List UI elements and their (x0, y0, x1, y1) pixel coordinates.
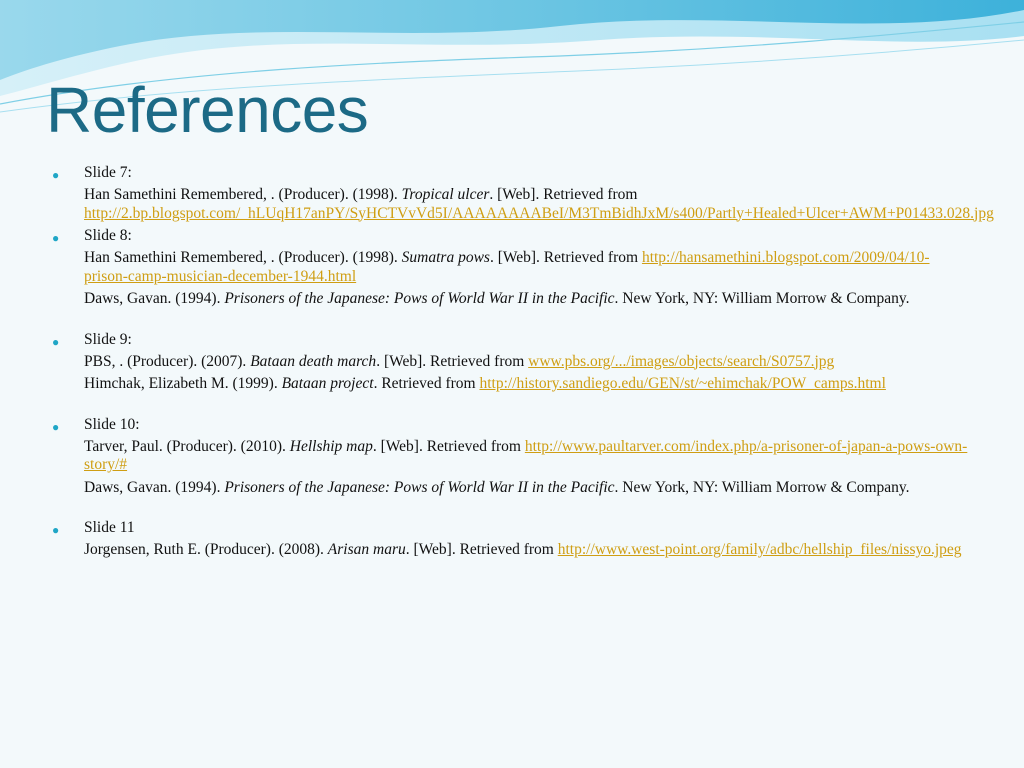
reference-link[interactable]: http://history.sandiego.edu/GEN/st/~ehimchak/POW_camps.html (479, 375, 886, 392)
reference-link[interactable]: www.pbs.org/.../images/objects/search/S0757.jpg (528, 352, 835, 370)
reference-link[interactable]: http://www.paultarver.com/index.php/a-prisoner-of-japan-a-pows-own-story/# (84, 437, 968, 473)
citation-title: Bataan death march (250, 352, 377, 370)
section-spacer (52, 313, 972, 331)
reference-section (52, 416, 972, 520)
bullet-icon: ● (52, 334, 60, 349)
citation-title: Sumatra pows (401, 249, 490, 266)
citation-title: Bataan project (281, 375, 374, 392)
citation-text: . [Web]. Retrieved from (405, 541, 558, 558)
reference-entry (52, 186, 994, 223)
citation-title: Hellship map (289, 437, 373, 455)
bullet-icon: ● (52, 419, 60, 434)
citation-text: . [Web]. Retrieved from (372, 437, 525, 455)
reference-entry (52, 479, 972, 498)
page-title: References (46, 74, 369, 146)
citation-text: Jorgensen, Ruth E. (Producer). (2008). (84, 541, 328, 558)
reference-entry (52, 249, 972, 286)
section-heading-label: Slide 8: (84, 227, 132, 244)
section-spacer (52, 398, 972, 416)
bullet-icon: ● (52, 231, 60, 245)
citation-title: Tropical ulcer (401, 186, 490, 203)
bullet-icon: ● (52, 168, 60, 182)
citation-text: PBS, . (Producer). (2007). (84, 352, 251, 370)
citation-title: Prisoners of the Japanese: Pows of World War II in the Pacific (224, 478, 615, 496)
section-heading (52, 164, 972, 186)
citation-text: Tarver, Paul. (Producer). (2010). (84, 437, 290, 455)
citation-text: . [Web]. Retrieved from (489, 186, 638, 203)
citation-text: Daws, Gavan. (1994). (84, 290, 225, 307)
citation-text: Himchak, Elizabeth M. (1999). (84, 375, 282, 392)
reference-section (52, 331, 972, 416)
citation-title: Arisan maru (327, 541, 406, 558)
reference-section (52, 164, 994, 223)
citation-text: . Retrieved from (373, 375, 480, 392)
references-list (52, 164, 994, 564)
citation-text: Daws, Gavan. (1994). (84, 478, 225, 496)
reference-link[interactable]: http://www.west-point.org/family/adbc/hellship_files/nissyo.jpeg (557, 541, 962, 558)
citation-text: . New York, NY: William Morrow & Company. (614, 478, 910, 496)
citation-text: Han Samethini Remembered, . (Producer). (1998). (84, 249, 402, 266)
reference-section (52, 227, 972, 331)
section-heading (52, 519, 972, 541)
reference-section (52, 519, 972, 560)
bullet-icon: ● (52, 523, 60, 537)
citation-text: . New York, NY: William Morrow & Company. (614, 290, 910, 307)
section-heading-label: Slide 10: (84, 415, 140, 433)
section-heading (52, 331, 972, 353)
section-spacer (52, 501, 972, 519)
reference-link[interactable]: http://hansamethini.blogspot.com/2009/04/10-prison-camp-musician-december-1944.html (84, 249, 930, 285)
reference-entry (52, 290, 972, 309)
section-heading (52, 227, 972, 249)
reference-entry (52, 541, 972, 560)
citation-text: . [Web]. Retrieved from (376, 352, 529, 370)
reference-entry (52, 353, 972, 372)
reference-entry (52, 375, 972, 394)
citation-title: Prisoners of the Japanese: Pows of World War II in the Pacific (224, 290, 615, 307)
citation-text: . [Web]. Retrieved from (489, 249, 642, 266)
section-heading-label: Slide 11 (84, 519, 135, 536)
citation-text: Han Samethini Remembered, . (Producer). (1998). (84, 186, 402, 203)
section-heading-label: Slide 9: (84, 330, 132, 348)
section-heading-label: Slide 7: (84, 164, 132, 181)
reference-link[interactable]: http://2.bp.blogspot.com/_hLUqH17anPY/SyHCTVvVd5I/AAAAAAAABeI/M3TmBidhJxM/s400/Partly+Healed+Ulcer+AWM+P01433.028.jpg (84, 204, 994, 222)
section-heading (52, 416, 972, 438)
reference-entry (52, 438, 972, 475)
